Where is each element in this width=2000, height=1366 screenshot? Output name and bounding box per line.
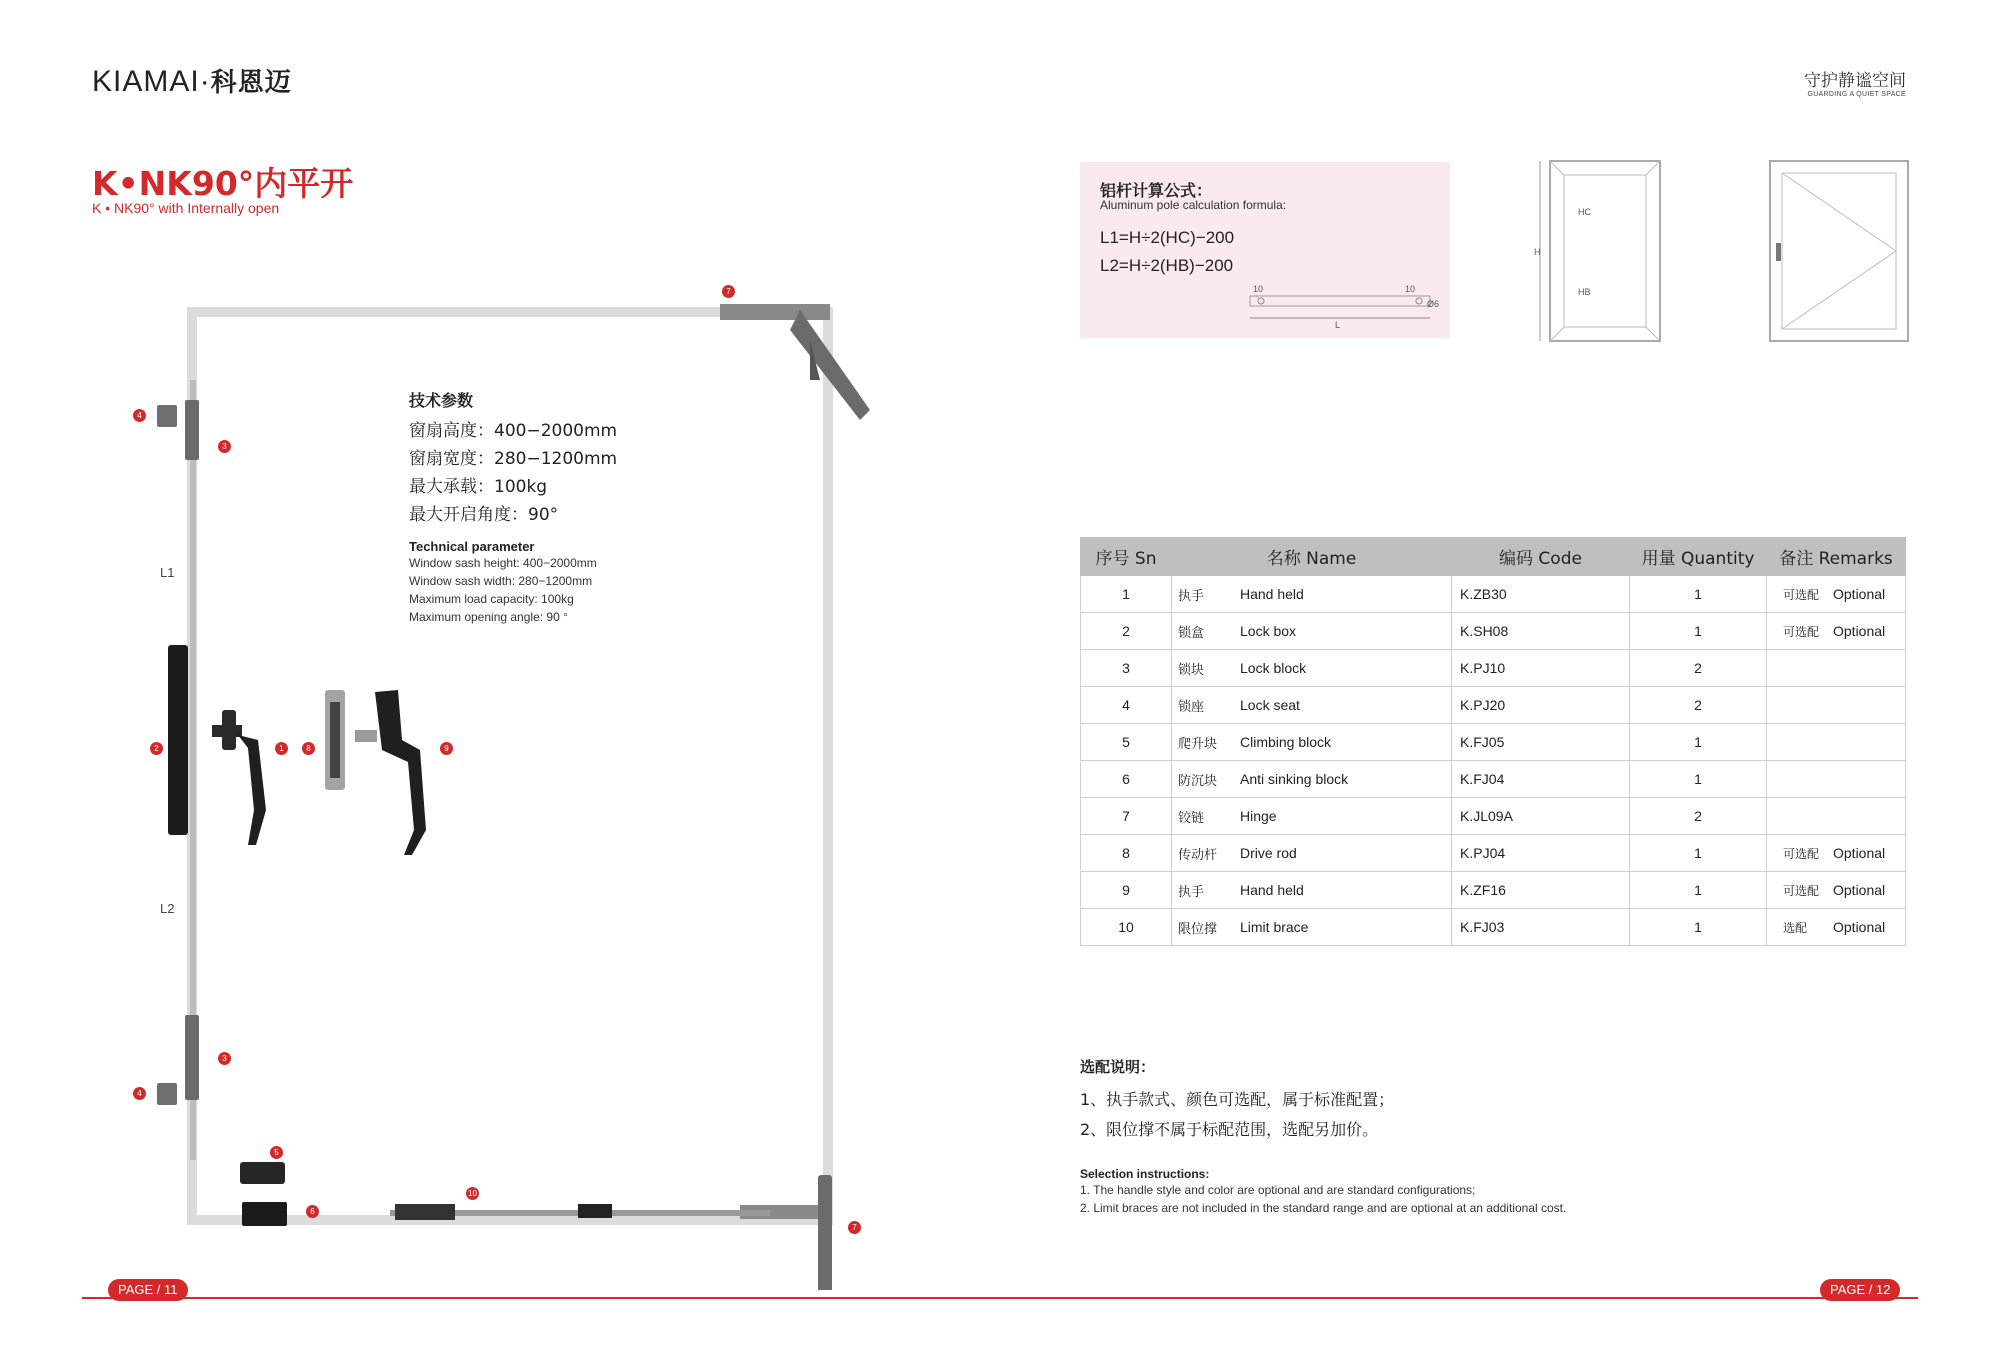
cell-sn: 8 [1081, 835, 1172, 872]
remark-cn: 选配 [1783, 920, 1808, 935]
cell-qty: 1 [1630, 576, 1767, 613]
cell-name-en: Limit brace [1239, 909, 1452, 946]
cell-remarks [1767, 872, 1906, 909]
dim-left: 10 [1253, 284, 1264, 294]
cell-name-en: Lock block [1239, 650, 1452, 687]
remark-cn: 可选配 [1783, 846, 1820, 861]
cell-remarks [1767, 613, 1906, 650]
remark-cn: 可选配 [1783, 587, 1820, 602]
table-row [1081, 650, 1906, 687]
slogan-en: GUARDING A QUIET SPACE [1807, 91, 1906, 98]
marker-9: 9 [440, 742, 453, 755]
cell-name-en: Climbing block [1239, 724, 1452, 761]
label-l1: L1 [160, 565, 175, 580]
cell-sn: 7 [1081, 798, 1172, 835]
footer-rule [82, 1297, 1918, 1299]
marker-4-bottom: 4 [133, 1087, 146, 1100]
header-code: 编码 Code [1452, 538, 1630, 576]
climbing-block [240, 1162, 285, 1184]
cell-qty: 1 [1630, 724, 1767, 761]
marker-7-top: 7 [722, 285, 735, 298]
formula-title-en: Aluminum pole calculation formula: [1100, 198, 1287, 212]
table-row [1081, 724, 1906, 761]
cell-name-en: Lock box [1239, 613, 1452, 650]
dim-dia: Ø6 [1427, 299, 1440, 309]
lock-block-top [185, 400, 199, 460]
remark-en: Optional [1833, 585, 1886, 602]
cell-name-cn: 锁座 [1172, 687, 1240, 724]
product-title: K•NK90°内平开 [92, 164, 354, 203]
slogan [1804, 66, 1906, 98]
notes-line-en: 2. Limit braces are not included in the standard range and are optional at an additional cost. [1080, 1201, 1567, 1215]
cell-qty: 1 [1630, 909, 1767, 946]
cell-remarks [1767, 761, 1906, 798]
frame-dimension-drawing [1534, 161, 1660, 341]
notes-heading-en: Selection instructions: [1080, 1167, 1210, 1181]
header-remarks: 备注 Remarks [1767, 538, 1906, 576]
table-row [1081, 872, 1906, 909]
header-quantity: 用量 Quantity [1630, 538, 1767, 576]
anti-sinking-block [242, 1202, 287, 1226]
cell-sn: 1 [1081, 576, 1172, 613]
table-row [1081, 761, 1906, 798]
remark-en: Optional [1833, 918, 1886, 935]
tech-parameters [409, 388, 617, 626]
cell-name-cn: 锁盒 [1172, 613, 1240, 650]
dim-right: 10 [1405, 284, 1416, 294]
cell-name-cn: 铰链 [1172, 798, 1240, 835]
cell-name-cn: 执手 [1172, 872, 1240, 909]
tech-line-en: Window sash height: 400−2000mm [409, 556, 597, 570]
cell-name-cn: 限位撑 [1172, 909, 1240, 946]
hinge-bottom-drawing [740, 1175, 832, 1290]
remark-en: Optional [1833, 844, 1886, 861]
cell-name-en: Anti sinking block [1239, 761, 1452, 798]
table-header-row [1081, 538, 1906, 576]
marker-10: 10 [466, 1187, 479, 1200]
handle-9-drawing [355, 690, 426, 855]
page-number-right: PAGE / 12 [1820, 1279, 1900, 1301]
cell-code: K.FJ05 [1452, 724, 1630, 761]
frame-drawings [1520, 155, 1920, 345]
product-subtitle: K • NK90° with Internally open [92, 200, 280, 216]
marker-8: 8 [302, 742, 315, 755]
cell-sn: 10 [1081, 909, 1172, 946]
cell-qty: 2 [1630, 687, 1767, 724]
tech-line-cn: 窗扇高度：400−2000mm [409, 421, 618, 441]
lock-block-bottom [185, 1015, 199, 1100]
handle-1-drawing [212, 710, 266, 845]
marker-1: 1 [275, 742, 288, 755]
tech-line-cn: 窗扇宽度：280−1200mm [409, 449, 618, 469]
cell-name-en: Hand held [1239, 872, 1452, 909]
frame-hb-label: HB [1578, 287, 1591, 297]
table-row [1081, 835, 1906, 872]
remark-cn: 可选配 [1783, 883, 1820, 898]
cell-name-cn: 传动杆 [1172, 835, 1240, 872]
formula-title-cn: 铝杆计算公式： [1100, 181, 1213, 200]
remark-en: Optional [1833, 881, 1886, 898]
table-row [1081, 687, 1906, 724]
cell-qty: 2 [1630, 798, 1767, 835]
label-l2: L2 [160, 901, 175, 916]
cell-sn: 5 [1081, 724, 1172, 761]
header-sn: 序号 Sn [1081, 538, 1172, 576]
formula-l2: L2=H÷2(HB)−200 [1100, 256, 1234, 275]
cell-remarks [1767, 576, 1906, 613]
lock-box [168, 645, 188, 835]
cell-remarks [1767, 650, 1906, 687]
cell-remarks [1767, 687, 1906, 724]
cell-code: K.FJ03 [1452, 909, 1630, 946]
cell-name-en: Drive rod [1239, 835, 1452, 872]
cell-qty: 1 [1630, 613, 1767, 650]
cell-qty: 1 [1630, 761, 1767, 798]
cell-sn: 4 [1081, 687, 1172, 724]
tech-heading-cn: 技术参数 [409, 391, 474, 410]
marker-6: 6 [306, 1205, 319, 1218]
table-row [1081, 909, 1906, 946]
tech-line-en: Maximum opening angle: 90 ° [409, 610, 568, 624]
header-name: 名称 Name [1172, 538, 1452, 576]
marker-5: 5 [270, 1146, 283, 1159]
cell-sn: 2 [1081, 613, 1172, 650]
brand-name-en: KIAMAI [92, 65, 200, 98]
remark-cn: 可选配 [1783, 624, 1820, 639]
notes-line-cn: 2、限位撑不属于标配范围，选配另加价。 [1080, 1120, 1379, 1139]
marker-7-bottom: 7 [848, 1221, 861, 1234]
selection-notes [1080, 1056, 1566, 1217]
frame-hc-label: HC [1578, 207, 1591, 217]
notes-line-en: 1. The handle style and color are optional and are standard configurations; [1080, 1183, 1476, 1197]
formula-l1: L1=H÷2(HC)−200 [1100, 228, 1235, 247]
marker-4-top: 4 [133, 409, 146, 422]
lock-seat-top [157, 405, 177, 427]
cell-sn: 3 [1081, 650, 1172, 687]
cell-remarks [1767, 909, 1906, 946]
cell-name-en: Hinge [1239, 798, 1452, 835]
parts-table [1080, 537, 1906, 946]
cell-name-cn: 执手 [1172, 576, 1240, 613]
formula-box [1080, 162, 1450, 338]
tech-heading-en: Technical parameter [409, 539, 535, 554]
cell-remarks [1767, 835, 1906, 872]
cell-code: K.SH08 [1452, 613, 1630, 650]
cell-name-cn: 爬升块 [1172, 724, 1240, 761]
remark-en: Optional [1833, 622, 1886, 639]
cell-remarks [1767, 798, 1906, 835]
frame-h-label: H [1534, 247, 1541, 257]
page-number-left: PAGE / 11 [108, 1279, 188, 1301]
cell-code: K.PJ10 [1452, 650, 1630, 687]
hinge-top-drawing [720, 304, 870, 420]
notes-heading-cn: 选配说明： [1080, 1058, 1156, 1076]
tech-line-en: Maximum load capacity: 100kg [409, 592, 574, 606]
table-row [1081, 576, 1906, 613]
marker-3-top: 3 [218, 440, 231, 453]
cell-code: K.JL09A [1452, 798, 1630, 835]
notes-line-cn: 1、执手款式、颜色可选配，属于标准配置； [1080, 1090, 1395, 1109]
cell-qty: 2 [1630, 650, 1767, 687]
cell-code: K.PJ20 [1452, 687, 1630, 724]
cell-code: K.PJ04 [1452, 835, 1630, 872]
pole-dimension-drawing [1245, 282, 1445, 332]
brand-name-cn: 科恩迈 [210, 68, 292, 98]
table-row [1081, 798, 1906, 835]
lock-seat-bottom [157, 1083, 177, 1105]
table-row [1081, 613, 1906, 650]
tech-line-cn: 最大承载：100kg [409, 477, 548, 497]
cell-sn: 9 [1081, 872, 1172, 909]
marker-2: 2 [150, 742, 163, 755]
cell-code: K.FJ04 [1452, 761, 1630, 798]
cell-name-cn: 锁块 [1172, 650, 1240, 687]
window-opening-drawing [1770, 161, 1908, 341]
cell-name-cn: 防沉块 [1172, 761, 1240, 798]
dim-len: L [1335, 320, 1341, 330]
cell-name-en: Hand held [1239, 576, 1452, 613]
slogan-cn: 守护静谧空间 [1804, 71, 1906, 91]
cell-remarks [1767, 724, 1906, 761]
cell-qty: 1 [1630, 872, 1767, 909]
cell-name-en: Lock seat [1239, 687, 1452, 724]
tech-line-en: Window sash width: 280−1200mm [409, 574, 593, 588]
cell-qty: 1 [1630, 835, 1767, 872]
tech-line-cn: 最大开启角度：90° [409, 505, 559, 525]
cell-code: K.ZB30 [1452, 576, 1630, 613]
cell-code: K.ZF16 [1452, 872, 1630, 909]
marker-3-bottom: 3 [218, 1052, 231, 1065]
cell-sn: 6 [1081, 761, 1172, 798]
brand-logo: KIAMAI·科恩迈 [92, 65, 292, 98]
